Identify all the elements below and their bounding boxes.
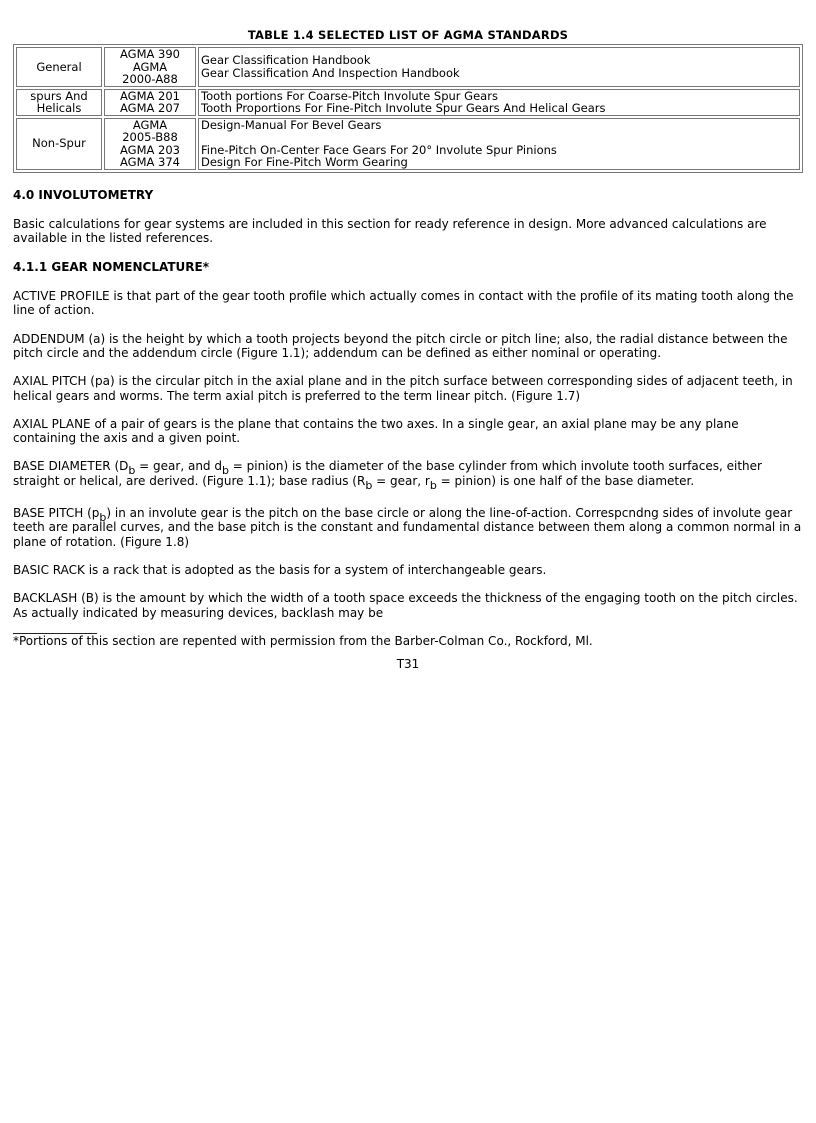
definition-basic-rack: BASIC RACK is a rack that is adopted as the basis for a system of interchangeable gears.: [13, 562, 547, 577]
table-row: [16, 89, 800, 116]
category-label: spurs And: [30, 88, 88, 103]
definition-axial-plane: AXIAL PLANE of a pair of gears is the plane that contains the two axes. In a single gear, an axial plane may be any plane containing the axis and a given point.: [13, 416, 739, 446]
intro-paragraph: Basic calculations for gear systems are included in this section for ready reference in design. More advanced calculations are available in the listed references.: [13, 216, 767, 245]
definition-base-pitch: BASE PITCH $(p_b)$ in an involute gear is the pitch on the base circle or along the line-of-action. Correspcndng sides of involute gear teeth are parallel curves, and the base pitch is the constant and fundamental distance between them along a common normal in a plane of rotation. (Figure 1.8): [13, 506, 802, 549]
code-cell: [104, 89, 196, 116]
standard-code: AGMA: [132, 59, 168, 74]
section-heading: 4.0 INVOLUTOMETRY: [13, 187, 154, 202]
standard-code: AGMA 207: [120, 101, 180, 115]
standard-description: Gear Classification Handbook: [201, 53, 371, 68]
definition-active-profile: ACTIVE PROFILE is that part of the gear tooth profile which actually comes in contact with the profile of its mating tooth along the line of action.: [13, 289, 794, 318]
standard-code: AGMA: [132, 117, 168, 132]
footnote-rule: ______________: [13, 619, 97, 634]
standard-description: Fine-Pitch On-Center Face Gears For 20° Involute Spur Pinions: [201, 142, 557, 157]
category-cell: [16, 118, 102, 170]
definition-axial-pitch: AXIAL PITCH (pa) is the circular pitch in the axial plane and in the pitch surface between corresponding sides of adjacent teeth, in helical gears and worms. The term axial pitch is preferred to the term linear pitch. (Figure 1.7): [13, 374, 793, 403]
standard-description: Gear Classification And Inspection Handbook: [201, 65, 460, 80]
table-row: [16, 118, 800, 170]
standard-code: 2005-B88: [122, 130, 178, 144]
table-title: TABLE 1.4 SELECTED LIST OF AGMA STANDARDS: [247, 28, 569, 42]
description-cell: [198, 89, 800, 116]
category-cell: [16, 47, 102, 87]
standard-code: 2000-A88: [122, 72, 178, 86]
standard-description: Design-Manual For Bevel Gears: [201, 117, 382, 132]
definition-base-diameter: BASE DIAMETER ($D_b$ = gear, and $d_b$ = pinion) is the diameter of the base cylinder from which involute tooth surfaces, either straight or helical, are derived. (Figure 1.1); base radius ($R_b$ = gear, $r_b$ = pinion) is one half of the base diameter.: [13, 459, 762, 492]
code-cell: [104, 118, 196, 170]
category-label: Helicals: [36, 101, 82, 115]
category-label: Non-Spur: [32, 136, 86, 151]
description-spacer: [201, 131, 797, 144]
standard-code: AGMA 203: [120, 142, 180, 157]
subsection-heading: 4.1.1 GEAR NOMENCLATURE*: [13, 260, 209, 275]
standard-code: AGMA 201: [120, 88, 180, 103]
description-cell: [198, 118, 800, 170]
standard-description: Tooth portions For Coarse-Pitch Involute Spur Gears: [201, 88, 498, 103]
definition-backlash: BACKLASH (B) is the amount by which the width of a tooth space exceeds the thickness of the engaging tooth on the pitch circles. As actually indicated by measuring devices, backlash may be: [13, 591, 798, 620]
footnote: *Portions of this section are repented with permission from the Barber-Colman Co., Rockford, Ml.: [13, 634, 593, 649]
category-label: General: [36, 59, 82, 74]
definition-addendum: ADDENDUM (a) is the height by which a tooth projects beyond the pitch circle or pitch line; also, the radial distance between the pitch circle and the addendum circle (Figure 1.1); addendum can be defined as either nominal or operating.: [13, 331, 788, 360]
standard-code: AGMA 374: [120, 155, 180, 169]
standard-description: Design For Fine-Pitch Worm Gearing: [201, 155, 408, 169]
code-cell: [104, 47, 196, 87]
agma-standards-table: [13, 44, 803, 173]
standard-description: Tooth Proportions For Fine-Pitch Involute Spur Gears And Helical Gears: [201, 101, 606, 115]
category-cell: [16, 89, 102, 116]
document-page: [13, 28, 803, 671]
table-row: [16, 47, 800, 87]
description-cell: [198, 47, 800, 87]
page-number: T31: [396, 657, 420, 672]
standard-code: AGMA 390: [120, 47, 180, 61]
